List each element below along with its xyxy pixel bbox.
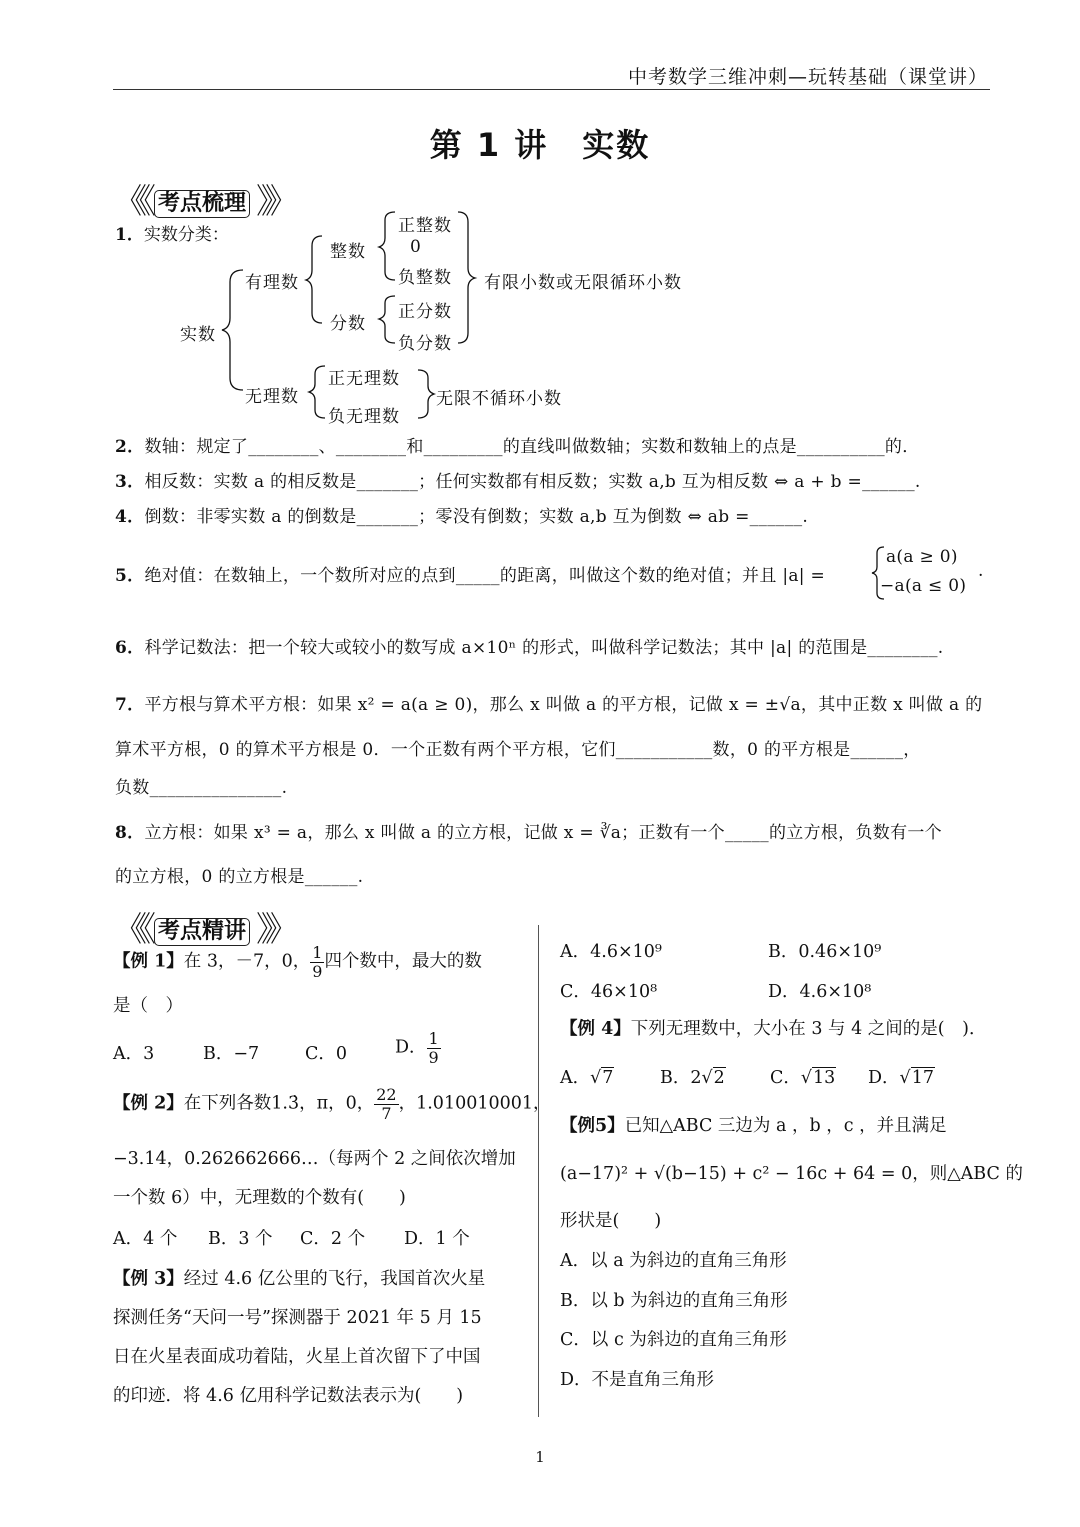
example-2-option-c: C．2 个	[300, 1229, 366, 1249]
node-positive-irrational: 正无理数	[328, 369, 400, 389]
example-2-option-d: D．1 个	[404, 1229, 470, 1249]
example-3-option-a: A．4.6×10⁹	[560, 942, 662, 962]
item-8-line-1: 8．立方根：如果 x³ = a，那么 x 叫做 a 的立方根，记做 x = ∛a；正数有一个_____的立方根，负数有一个	[115, 823, 942, 843]
node-fraction: 分数	[330, 314, 366, 334]
double-bracket-left-icon: 《《	[113, 910, 148, 950]
node-negative-irrational: 负无理数	[328, 407, 400, 427]
example-4-option-c: C．√13	[770, 1068, 836, 1088]
node-integer: 整数	[330, 242, 366, 262]
piecewise-end: .	[978, 561, 984, 581]
example-1-line-2: 是（ ）	[113, 996, 183, 1016]
example-1-option-d: D． $\frac{1}{9}$	[395, 1029, 439, 1067]
example-5-line-2: (a−17)² + √(b−15) + c² − 16c + 64 = 0，则△ABC 的	[560, 1164, 1023, 1184]
page-title: 第 1 讲 实数	[429, 126, 651, 164]
node-real: 实数	[180, 325, 216, 345]
example-4-option-a: A．√7	[560, 1068, 614, 1088]
example-1-option-c: C．0	[305, 1044, 348, 1064]
note-rational: 有限小数或无限循环小数	[484, 273, 682, 293]
example-4-stem: 【例 4】下列无理数中，大小在 3 与 4 之间的是( )．	[560, 1019, 987, 1039]
example-2-line-3: 一个数 6）中，无理数的个数有( )	[113, 1188, 406, 1208]
fraction-one-ninth: $\frac{1}{9}$	[312, 943, 323, 981]
node-positive-fraction: 正分数	[398, 302, 452, 322]
double-bracket-left-icon: 《《	[113, 182, 148, 222]
item-3: 3．相反数：实数 a 的相反数是_______；任何实数都有相反数；实数 a,b 互为相反数 ⇔ a + b =______.	[115, 472, 921, 492]
item-7-line-2: 算术平方根，0 的算术平方根是 0．一个正数有两个平方根，它们___________数，0 的平方根是______，	[115, 740, 921, 760]
example-5-option-b: B．以 b 为斜边的直角三角形	[560, 1291, 788, 1311]
example-4-option-b: B．2√2	[660, 1068, 725, 1088]
item-1: 1．实数分类：	[115, 225, 229, 245]
example-5-line-3: 形状是( )	[560, 1211, 662, 1231]
double-bracket-right-icon: 》》	[256, 182, 292, 222]
node-negative-fraction: 负分数	[398, 334, 452, 354]
note-irrational: 无限不循环小数	[436, 389, 562, 409]
example-5-line-1: 【例5】已知△ABC 三边为 a ，b ，c ，并且满足	[560, 1116, 947, 1136]
fraction-one-ninth-option: $\frac{1}{9}$	[428, 1029, 439, 1067]
node-negative-integer: 负整数	[398, 268, 452, 288]
example-1-line-1: 【例 1】在 3，－7，0， $\frac{1}{9}$ 四个数中，最大的数	[113, 943, 482, 981]
radical-sign-icon: √	[800, 1068, 813, 1088]
example-5-option-d: D．不是直角三角形	[560, 1370, 715, 1390]
radical-sign-icon: √	[701, 1068, 713, 1088]
column-divider	[538, 925, 539, 1417]
example-3-line-2: 探测任务“天问一号”探测器于 2021 年 5 月 15	[113, 1308, 482, 1328]
radical-sign-icon: √	[899, 1068, 911, 1088]
section-label-review: 《《 考点梳理 》》	[113, 182, 292, 222]
item-7-line-1: 7．平方根与算术平方根：如果 x² = a(a ≥ 0)，那么 x 叫做 a 的平方根，记做 x = ±√a，其中正数 x 叫做 a 的	[115, 695, 983, 715]
item-8-line-2: 的立方根，0 的立方根是______.	[115, 867, 364, 887]
piecewise-case-1: a(a ≥ 0)	[886, 547, 958, 567]
section-label-explain: 《《 考点精讲 》》	[113, 910, 292, 950]
example-3-line-3: 日在火星表面成功着陆，火星上首次留下了中国	[113, 1347, 481, 1367]
item-6: 6．科学记数法：把一个较大或较小的数写成 a×10ⁿ 的形式，叫做科学记数法；其中 |a| 的范围是________.	[115, 638, 944, 658]
item-2: 2．数轴：规定了________、________和_________的直线叫做数轴；实数和数轴上的点是__________的．	[115, 437, 920, 457]
example-4-option-d: D．√17	[868, 1068, 934, 1088]
example-2-option-b: B．3 个	[208, 1229, 273, 1249]
example-3-option-c: C．46×10⁸	[560, 982, 658, 1002]
node-irrational: 无理数	[245, 387, 299, 407]
tree-braces	[0, 0, 1080, 440]
piecewise-case-2: −a(a ≤ 0)	[880, 576, 967, 596]
example-2-option-a: A．4 个	[113, 1229, 178, 1249]
node-positive-integer: 正整数	[398, 216, 452, 236]
node-rational: 有理数	[245, 273, 299, 293]
fraction-22-7: $\frac{22}{7}$	[376, 1085, 397, 1123]
example-3-line-1: 【例 3】经过 4.6 亿公里的飞行，我国首次火星	[113, 1269, 486, 1289]
node-zero: 0	[410, 237, 422, 257]
item-4: 4．倒数：非零实数 a 的倒数是_______；零没有倒数；实数 a,b 互为倒数 ⇔ ab =______.	[115, 507, 809, 527]
example-5-option-a: A．以 a 为斜边的直角三角形	[560, 1251, 787, 1271]
example-5-option-c: C．以 c 为斜边的直角三角形	[560, 1330, 787, 1350]
example-3-option-d: D．4.6×10⁸	[768, 982, 872, 1002]
page-number: 1	[535, 1448, 545, 1466]
item-5: 5．绝对值：在数轴上，一个数所对应的点到_____的距离，叫做这个数的绝对值；并且 |a| =	[115, 566, 826, 586]
example-2-line-1: 【例 2】在下列各数1.3̇，π，0， $\frac{22}{7}$ ，1.010010001，	[113, 1085, 551, 1123]
running-header: 中考数学三维冲刺—玩转基础（课堂讲）	[627, 66, 988, 88]
example-3-line-4: 的印迹．将 4.6 亿用科学记数法表示为( )	[113, 1386, 464, 1406]
example-3-option-b: B．0.46×10⁹	[768, 942, 882, 962]
item-7-line-3: 负数_______________.	[115, 778, 288, 798]
example-1-option-a: A．3	[113, 1044, 155, 1064]
example-2-line-2: −3.14，0.262662666…（每两个 2 之间依次增加	[113, 1149, 516, 1169]
example-1-option-b: B．−7	[203, 1044, 260, 1064]
double-bracket-right-icon: 》》	[256, 910, 292, 950]
radical-sign-icon: √	[590, 1068, 602, 1088]
